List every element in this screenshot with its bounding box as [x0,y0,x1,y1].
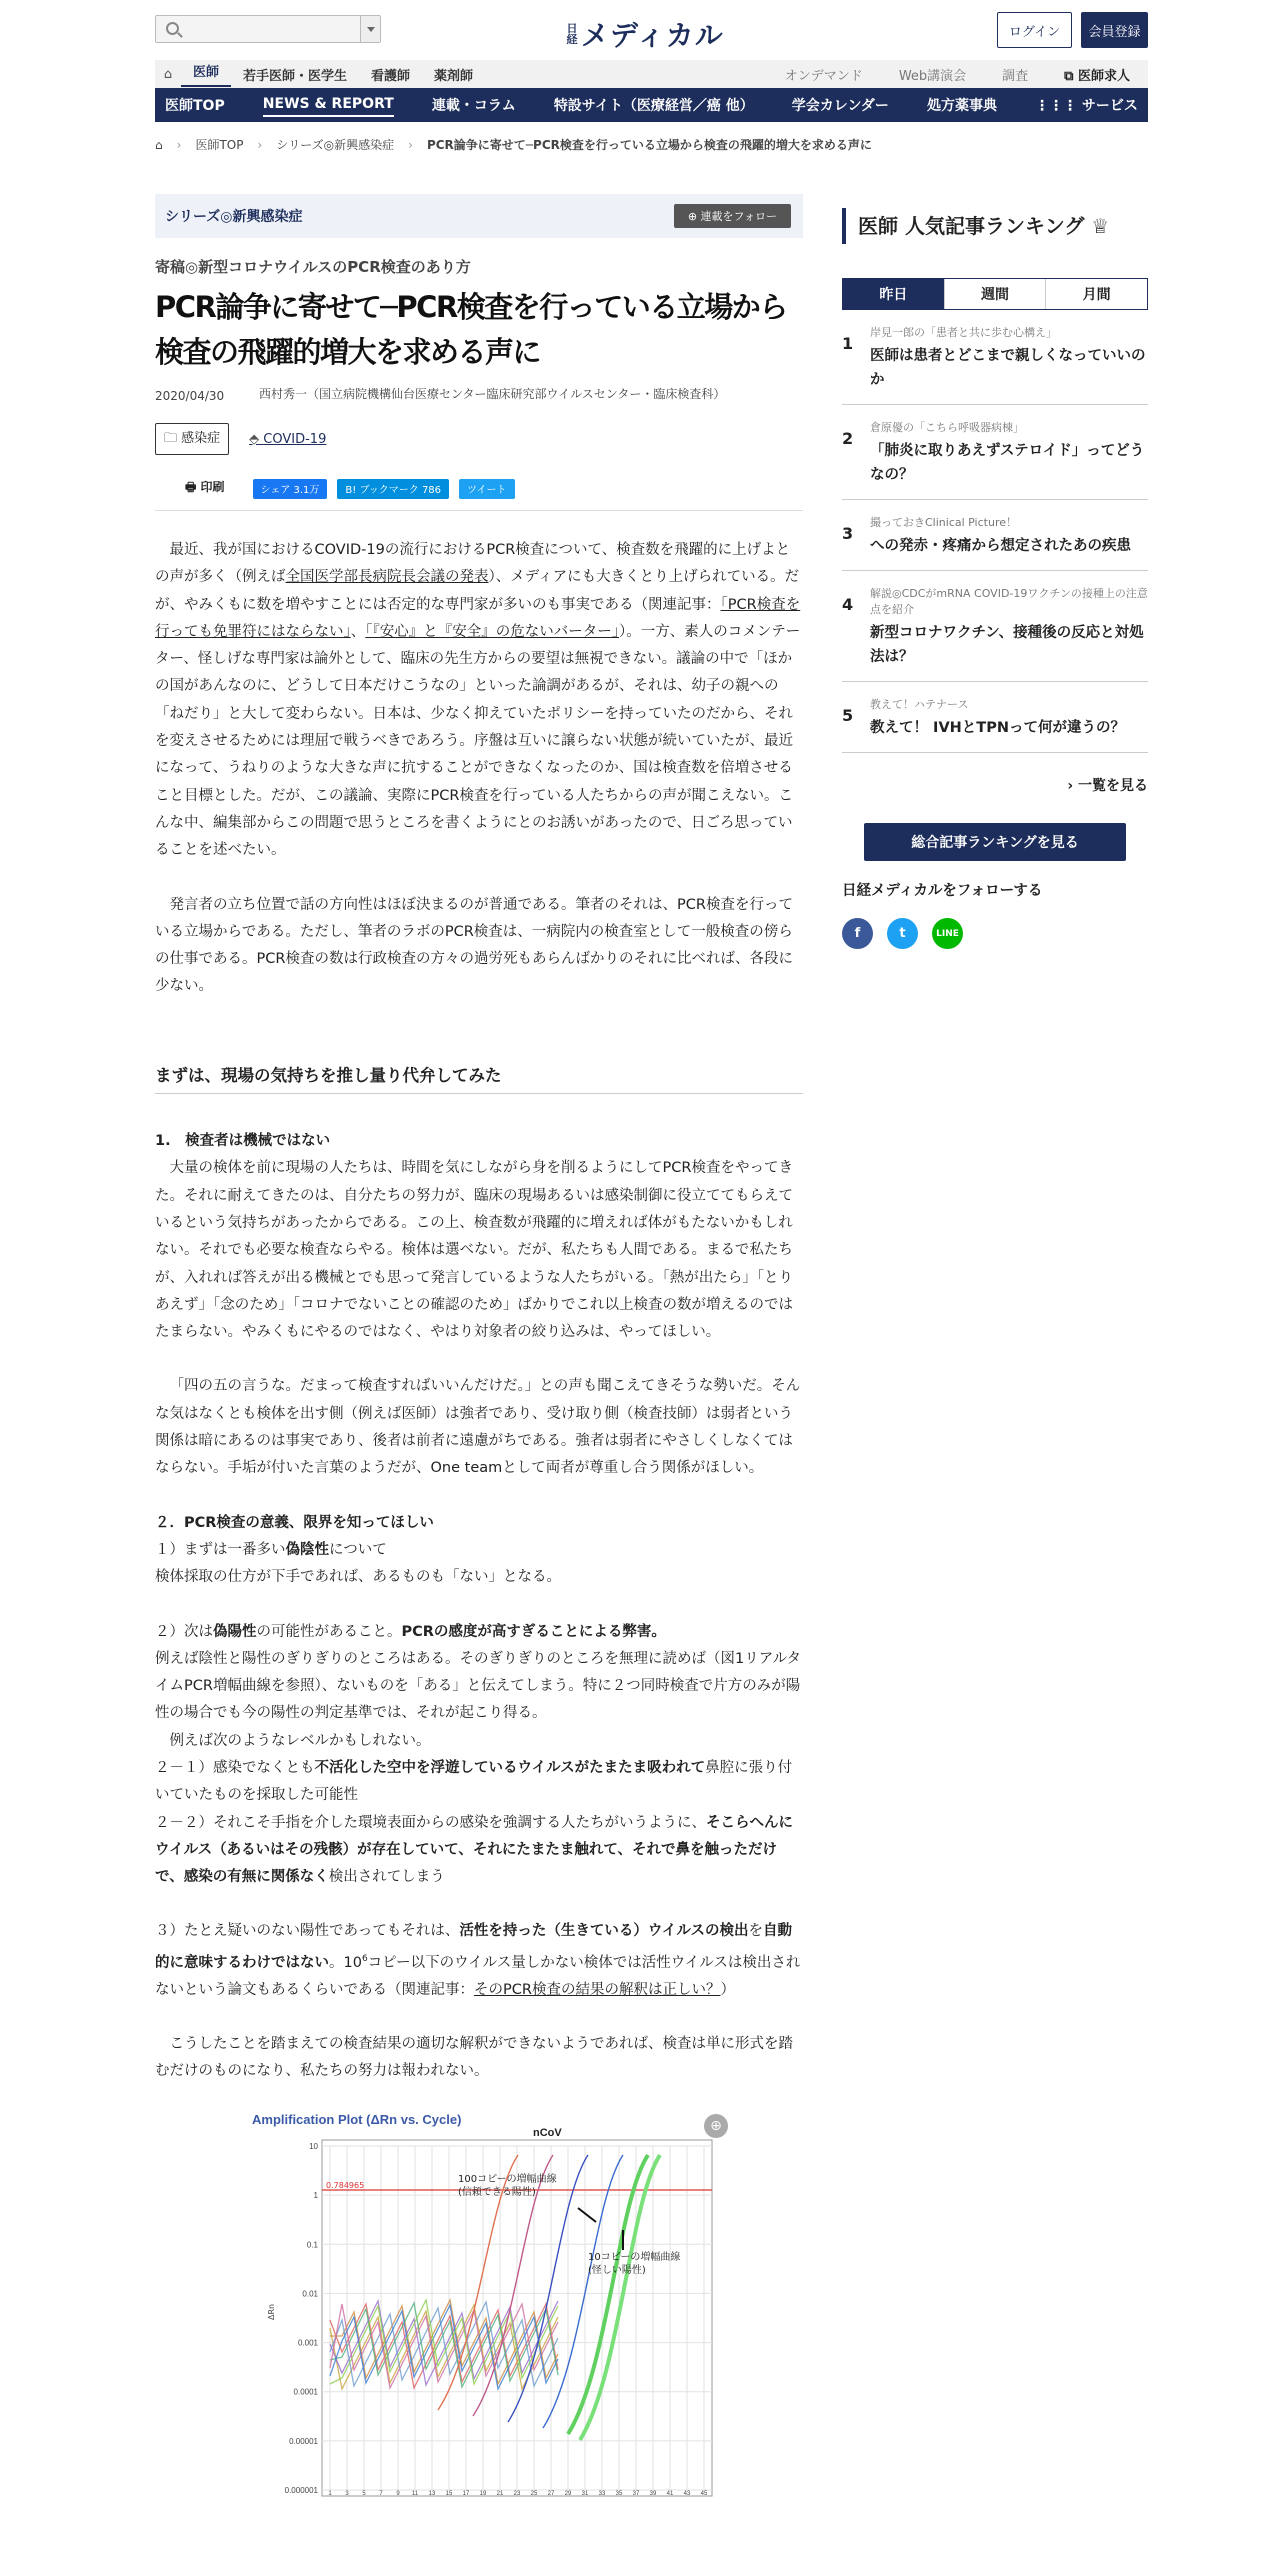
logo-nikkei: 日経 [566,22,578,46]
overall-ranking-button[interactable]: 総合記事ランキングを見る [864,823,1126,861]
facebook-icon[interactable]: f [842,918,873,949]
paragraph: 最近、我が国におけるCOVID-19の流行におけるPCR検査について、検査数を飛躍的に上げよとの声が多く（例えば全国医学部長病院長会議の発表）、メディアにも大きくとり上げられている。だが、やみくもに数を増やすことには否定的な専門家が多いのも事実である（関連記事：「PCR検査を行っても免罪符にはならない」、「『安心』と『安全』の危ないバーター」）。一方、素人のコメンテーター、怪しげな専門家は論外として、臨床の先生方からの要望は無視できない。議論の中で「ほかの国があんなのに、どうして日本だけこうなの」といった論調があるが、それは、幼子の親への「ねだり」と大して変わらない。日本は、少なく抑えていたポリシーを持っていたのだから、それを変えさせるためには理屈で戦うべきであろう。序盤は互いに譲らない状態が続いていたが、最近になって、うねりのような大きな声に抗することができなくなったのか、国は検査数を倍増させること目標とした。だが、この議論、実際にPCR検査を行っている人たちからの声が聞こえない。こんな中、編集部からこの問題で思うところを書くようにとのお誘いがあったので、日ごろ思っていることを述べたい。 [155,542,801,859]
fig-xtick: 5 [362,2490,366,2497]
tab-month[interactable]: 月間 [1045,279,1147,309]
twitter-icon[interactable]: t [887,918,918,949]
audience-nav [155,60,1148,88]
fig-xtick: 23 [513,2490,521,2497]
fig-xtick: 29 [564,2490,572,2497]
main-nav [155,88,1148,122]
article-title: PCR論争に寄せて─PCR検査を行っている立場から検査の飛躍的増大を求める声に [155,290,787,369]
chevron-right-icon: › [1067,778,1078,794]
ranking-item[interactable] [842,500,1148,571]
fig-ytick: 10 [309,2141,318,2151]
list-item: ２－１）感染でなくとも不活化した空中を浮遊しているウイルスがたまたま吸われて鼻腔に張り付いていたものを採取した可能性 [155,1759,793,1804]
paragraph: こうしたことを踏まえての検査結果の適切な解釈ができないようであれば、検査は単に形式を踏むだけのものになり、私たちの努力は報われない。 [155,2036,793,2080]
follow-label: 連載をフォロー [700,210,777,223]
line-icon[interactable]: LINE [932,918,963,949]
ranking-more-link[interactable] [842,775,1148,795]
tag-keyword[interactable] [249,432,326,447]
fig-xtick: 31 [581,2490,589,2497]
ranking-heading-text: 医師 人気記事ランキング [858,214,1085,238]
tag-category[interactable]: 🗀 感染症 [155,423,229,455]
fig-xtick: 11 [411,2490,419,2497]
fig-ytick: 0.1 [306,2240,318,2250]
fig-xtick: 21 [496,2490,504,2497]
search-icon [166,22,179,35]
amplification-plot-image [248,2110,718,2500]
tag-label: COVID-19 [263,431,327,447]
article-body [155,537,803,2086]
nav-nurse[interactable]: 看護師 [371,68,411,84]
nav-special[interactable]: 特設サイト（医療経営／癌 他） [553,98,754,114]
ranking-item[interactable] [842,571,1148,682]
tab-week[interactable]: 週間 [944,279,1046,309]
article-kicker: 寄稿◎新型コロナウイルスのPCR検査のあり方 [155,258,471,276]
series-title[interactable]: シリーズ◎新興感染症 [165,209,303,225]
tag-list [155,423,803,455]
fig-ytick: 0.00001 [289,2436,318,2446]
grid-icon: ⋮⋮⋮ [1035,98,1082,114]
rank-title: 「肺炎に取りあえずステロイド」ってどうなの？ [870,443,1145,483]
rank-series: 教えて！ハテナース [870,698,969,711]
nav-news[interactable]: NEWS & REPORT [263,93,394,117]
site-logo[interactable] [565,14,724,54]
follow-heading: 日経メディカルをフォローする [842,883,1043,899]
paragraph: 「四の五の言うな。だまって検査すればいいんだけだ。」との声も聞こえてきそうな勢いだ。そんな気はなくとも検体を出す側（例えば医師）は強者であり、受け取り側（検査技師）は弱者という関係は暗にあるのは事実であり、後者は前者に遠慮がちである。強者は弱者にやさしくしなくてはならない。手垢が付いた言葉のようだが、One teamとして両者が尊重し合う関係がほしい。 [155,1378,801,1477]
rank-number: 4 [842,595,854,614]
home-icon[interactable]: ⌂ [163,66,173,82]
zoom-icon[interactable]: ⊕ [704,2114,728,2138]
list-item: 検体採取の仕方が下手であれば、あるものも「ない」となる。 [155,1569,561,1586]
fig-xtick: 13 [428,2490,436,2497]
rank-series: 解説◎CDCがmRNA COVID-19ワクチンの接種上の注意点を紹介 [870,587,1148,616]
fig-xtick: 39 [649,2490,657,2497]
share-bar [155,479,803,511]
nav-web-lecture[interactable]: Web講演会 [898,68,967,84]
nav-calendar[interactable]: 学会カレンダー [791,98,889,114]
nav-service[interactable] [1035,95,1138,115]
rank-number: 3 [842,524,854,543]
fig-label-10copy: 10コピーの増幅曲線 [588,2251,681,2263]
nav-top[interactable]: 医師TOP [165,98,225,114]
tag-icon: ⬘ [249,431,264,447]
article-author: 西村秀一（国立病院機構仙台医療センター臨床研究部ウイルスセンター・臨床検査科） [259,387,726,401]
fig-title: Amplification Plot (ΔRn vs. Cycle) [252,2111,462,2127]
ranking-item[interactable] [842,310,1148,405]
list-item: ３）たとえ疑いのない陽性であってもそれは、活性を持った（生きている）ウイルスの検出を自動的に意味するわけではない。$10^6$コピー以下のウイルス量しかない検体では活性ウイルスは検出されないという論文もあるくらいである（関連記事：そのPCR検査の結果の解釈は正しい？） [155,1923,801,1998]
related-link[interactable]: 全国医学部長病院長会議の発表 [285,569,489,586]
rank-title: 新型コロナワクチン、接種後の反応と対処法は？ [870,625,1144,665]
list-item: 例えば陰性と陽性のぎりぎりのところはある。そのぎりぎりのところを無理に読めば（図1リアルタイムPCR増幅曲線を参照）、ないものを「ある」と伝えてしまう。特に２つ同時検査で片方のみが陽性の場合でも今の陽性の判定基準では、それが起こり得る。 [155,1650,802,1722]
fig-label-100copy-note: (信頼できる陽性) [458,2186,536,2198]
search-input[interactable] [155,15,381,43]
social-links [842,918,1148,949]
rank-series: 撮っておきClinical Picture！ [870,516,1017,529]
article [155,194,803,2500]
facebook-share-button[interactable]: シェア 3.1万 [253,479,328,499]
logo-medical: メディカル [581,19,724,52]
printer-icon: 🖶 [185,480,201,494]
rank-series: 岸見一郎の「患者と共に歩む心構え」 [870,326,1057,339]
fig-ytick: 0.000001 [284,2485,318,2495]
fig-xtick: 45 [700,2490,708,2497]
crown-icon: ♕ [1091,214,1110,238]
fig-xtick: 3 [345,2490,349,2497]
site-header [155,12,1148,52]
fig-ylabel: ΔRn [267,2303,276,2320]
nav-jobs[interactable] [1046,65,1148,84]
fig-xtick: 43 [683,2490,691,2497]
fig-ytick: 0.001 [297,2338,318,2348]
nav-doctor[interactable]: 医師 [181,61,231,87]
list-item: 例えば次のようなレベルかもしれない。 [169,1732,431,1749]
nav-ondemand[interactable]: オンデマンド [784,68,863,84]
related-link[interactable]: 「PCR検査を行っても免罪符にはならない」 [155,596,801,640]
search-dropdown[interactable] [360,16,380,42]
fig-label-100copy: 100コピーの増幅曲線 [458,2173,557,2185]
fig-subtitle: nCoV [533,2126,562,2139]
section-heading: まずは、現場の気持ちを推し量り代弁してみた [155,1062,803,1094]
rank-series: 倉原優の「こちら呼吸器病棟」 [870,421,1024,434]
register-button[interactable]: 会員登録 [1081,12,1148,48]
related-link[interactable]: そのPCR検査の結果の解釈は正しい？ [474,1981,721,1998]
nav-young-doctor[interactable]: 若手医師・医学生 [243,68,348,84]
fig-xtick: 17 [462,2490,470,2497]
external-icon: ⧉ [1064,68,1078,84]
fig-xtick: 15 [445,2490,453,2497]
tweet-button[interactable]: ツイート [459,479,515,499]
tag-label: 感染症 [181,431,221,446]
nav-jobs-label: 医師求人 [1077,68,1130,84]
fig-ytick: 0.01 [302,2289,318,2299]
fig-label-10copy-note: (怪しい陽性) [588,2264,646,2276]
nav-survey[interactable]: 調査 [1002,68,1029,84]
login-button[interactable]: ログイン [997,12,1072,48]
paragraph: 発言者の立ち位置で話の方向性はほぼ決まるのが普通である。筆者のそれは、PCR検査を行っている立場からである。ただし、筆者のラボのPCR検査は、一病院内の検査室として一般検査の傍らの仕事である。PCR検査の数は行政検査の方々の過労死もあらんばかりのそれに比べれば、各段に少ない。 [155,896,793,995]
article-date: 2020/04/30 [155,389,225,403]
breadcrumb: ⌂ › 医師TOP › シリーズ◎新興感染症 › PCR論争に寄せて─PCR検査を行っている立場から検査の飛躍的増大を求める声に [155,137,872,152]
rank-number: 2 [842,429,854,448]
article-meta [155,387,803,403]
ranking-item[interactable] [842,405,1148,500]
nav-service-label: サービス [1081,98,1138,114]
fig-xtick: 9 [396,2490,400,2497]
list-item: ２－２）それこそ手指を介した環境表面からの感染を強調する人たちがいうように、そこらへんにウイルス（あるいはその残骸）が存在していて、それにたまたま触れて、それで鼻を触っただけで、感染の有無に関係なく検出されてしまう [155,1814,793,1886]
figure-amplification-plot[interactable] [248,2110,812,2500]
tab-yesterday[interactable]: 昨日 [843,279,944,309]
ranking-list [842,310,1148,753]
fig-xtick: 1 [328,2490,332,2497]
breadcrumb-home-icon[interactable]: ⌂ [155,137,163,152]
fig-ytick: 1 [313,2190,318,2200]
fig-xtick: 27 [547,2490,555,2497]
related-link[interactable]: 「『安心』と『安全』の危ないバーター」 [365,623,619,640]
rank-title: 教えて！ IVHとTPNって何が違うの？ [870,720,1125,736]
more-label: 一覧を見る [1078,778,1148,794]
rank-title: への発赤・疼痛から想定されたあの疾患 [870,538,1131,554]
fig-threshold: 0.784965 [326,2180,365,2190]
breadcrumb-item[interactable]: 医師TOP [195,138,244,152]
subheading: 1. 検査者は機械ではない [155,1133,331,1150]
fig-xtick: 19 [479,2490,487,2497]
subheading: ２．PCR検査の意義、限界を知ってほしい [155,1514,434,1531]
fig-ytick: 0.0001 [293,2387,318,2397]
fig-xtick: 25 [530,2490,538,2497]
fig-xtick: 33 [598,2490,606,2497]
print-label: 印刷 [200,480,225,494]
nav-drug[interactable]: 処方薬事典 [926,98,997,114]
rank-number: 5 [842,706,854,725]
rank-title: 医師は患者とどこまで親しくなっていいのか [870,348,1146,388]
fig-xtick: 35 [615,2490,623,2497]
fig-xtick: 37 [632,2490,640,2497]
ranking-heading [842,208,1148,244]
ranking-tabs [842,278,1148,310]
follow-series-button[interactable]: ⊕ 連載をフォロー [674,204,791,228]
list-item: ２）次は偽陽性の可能性があること。PCRの感度が高すぎることによる弊害。 [155,1623,666,1640]
ranking-item[interactable] [842,682,1148,753]
breadcrumb-item[interactable]: シリーズ◎新興感染症 [276,138,395,152]
nav-column[interactable]: 連載・コラム [431,98,516,114]
print-button[interactable] [185,478,225,499]
hatena-bookmark-button[interactable]: B! ブックマーク 786 [337,479,449,499]
nav-pharmacist[interactable]: 薬剤師 [434,68,474,84]
fig-xtick: 41 [666,2490,674,2497]
sidebar [842,208,1148,949]
paragraph: 大量の検体を前に現場の人たちは、時間を気にしながら身を削るようにしてPCR検査をやってきた。それに耐えてきたのは、自分たちの努力が、臨床の現場あるいは感染制御に役立ててもらえているという気持ちがあったからである。この上、検査数が飛躍的に増えれば体がもたないかもしれない。それでも必要な検査ならやる。検体は選べない。だが、私たちも人間である。まるで私たちが、入れれば答えが出る機械とでも思って発言しているような人たちがいる。「熱が出たら」「とりあえず」「念のため」「コロナでないことの確認のため」ばかりでこれ以上検査の数が増えるのではたまらない。やみくもにやるのではなく、やはり対象者の絞り込みは、やってほしい。 [155,1160,793,1341]
rank-number: 1 [842,334,854,353]
list-item: １）まずは一番多い偽陰性について [155,1541,387,1558]
series-banner [155,194,803,238]
fig-xtick: 7 [379,2490,383,2497]
breadcrumb-current: PCR論争に寄せて─PCR検査を行っている立場から検査の飛躍的増大を求める声に [426,138,872,152]
